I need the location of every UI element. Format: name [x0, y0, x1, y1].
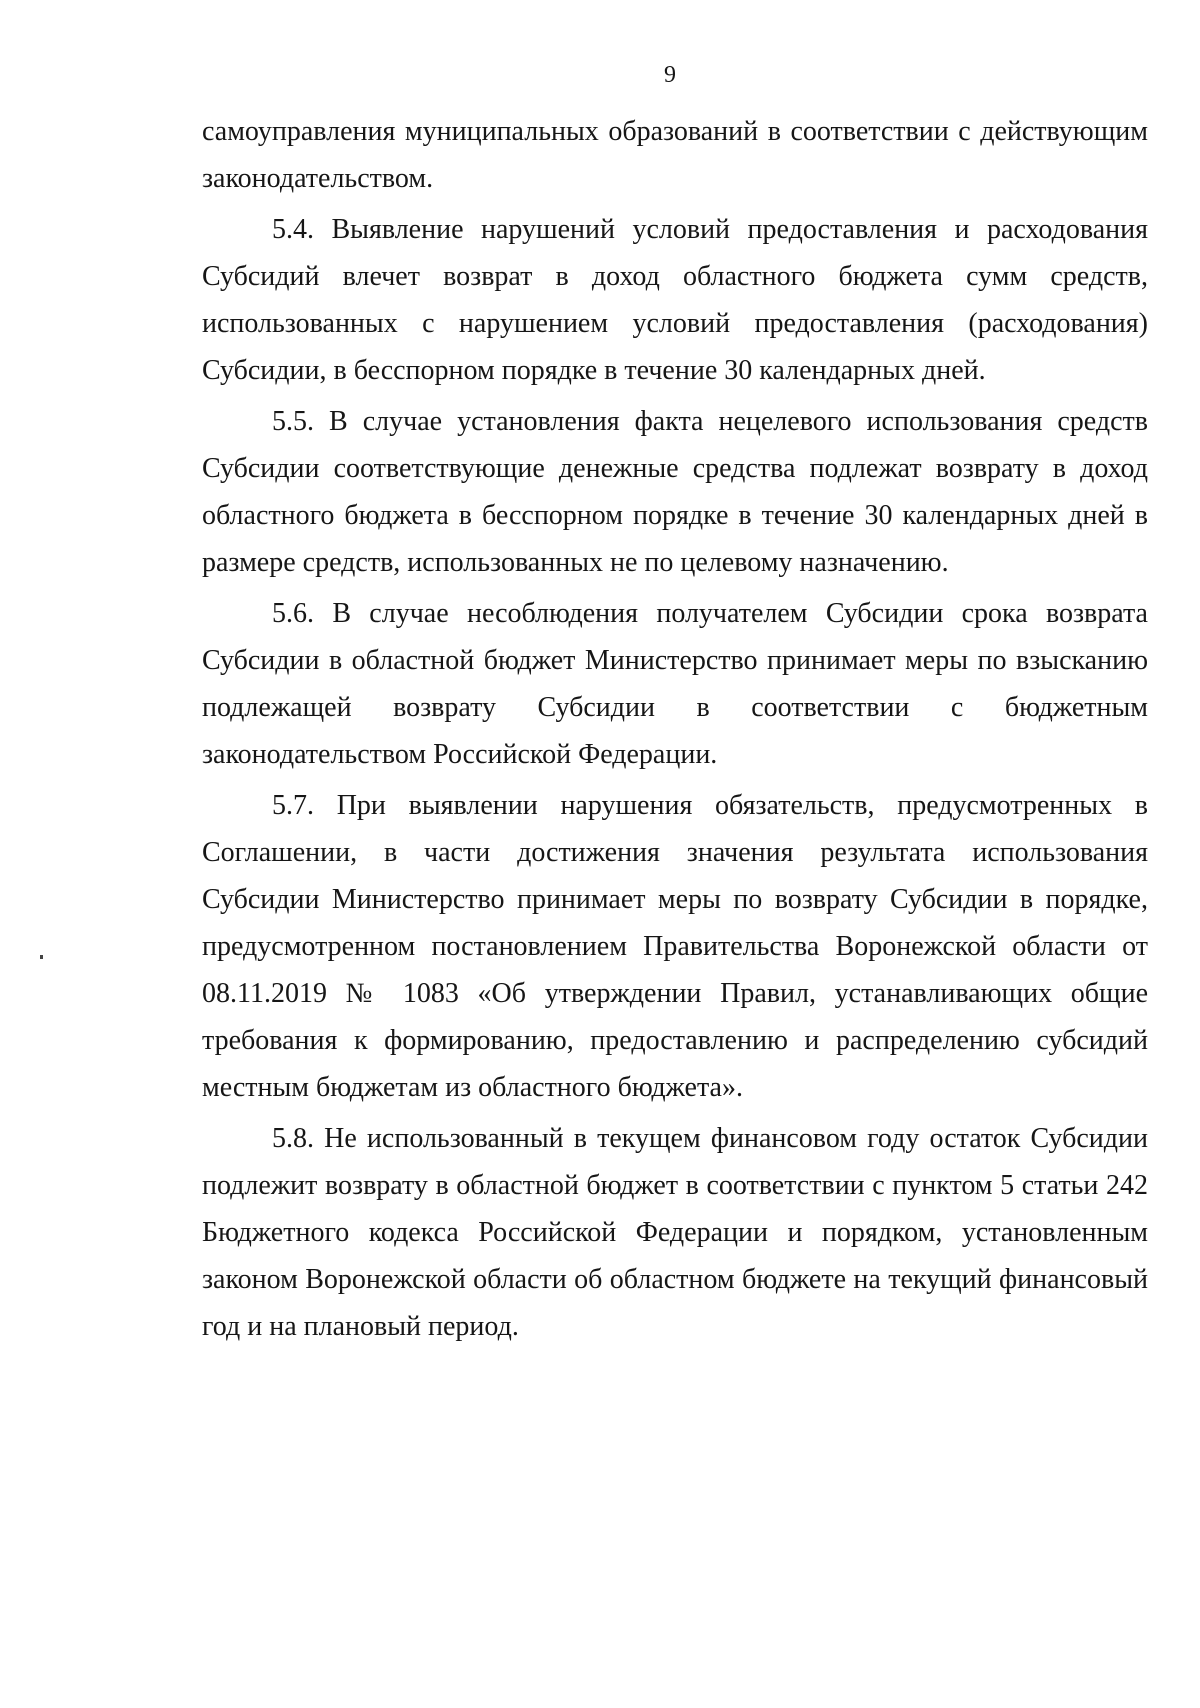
paragraph-continuation: самоуправления муниципальных образований в соответствии с действующим законодательством. — [202, 116, 1148, 194]
paragraph-5-4: 5.4. Выявление нарушений условий предоставления и расходования Субсидий влечет возврат в доход областного бюджета сумм средств, использованных с нарушением условий предоставления (расходования) Субсидии, в бесспорном порядке в течение 30 календарных дней. — [202, 214, 1148, 386]
page-number: 9 — [664, 62, 676, 88]
paragraph-5-7: 5.7. При выявлении нарушения обязательств, предусмотренных в Соглашении, в части достижения значения результата использования Субсидии Министерство принимает меры по возврату Субсидии в порядке, предусмотренном постановлением Правительства Воронежской области от 08.11.2019 № 1083 «Об утверждении Правил, устанавливающих общие требования к формированию, предоставлению и распределению субсидий местным бюджетам из областного бюджета». — [202, 790, 1148, 1103]
document-body — [202, 108, 1148, 1350]
paragraph-5-6: 5.6. В случае несоблюдения получателем Субсидии срока возврата Субсидии в областной бюджет Министерство принимает меры по взысканию подлежащей возврату Субсидии в соответствии с бюджетным законодательством Российской Федерации. — [202, 598, 1148, 770]
scan-artifact-mark — [40, 955, 43, 959]
paragraph-5-8: 5.8. Не использованный в текущем финансовом году остаток Субсидии подлежит возврату в областной бюджет в соответствии с пунктом 5 статьи 242 Бюджетного кодекса Российской Федерации и порядком, установленным законом Воронежской области об областном бюджете на текущий финансовый год и на плановый период. — [202, 1123, 1148, 1342]
paragraph-5-5: 5.5. В случае установления факта нецелевого использования средств Субсидии соответствующие денежные средства подлежат возврату в доход областного бюджета в бесспорном порядке в течение 30 календарных дней в размере средств, использованных не по целевому назначению. — [202, 406, 1148, 578]
